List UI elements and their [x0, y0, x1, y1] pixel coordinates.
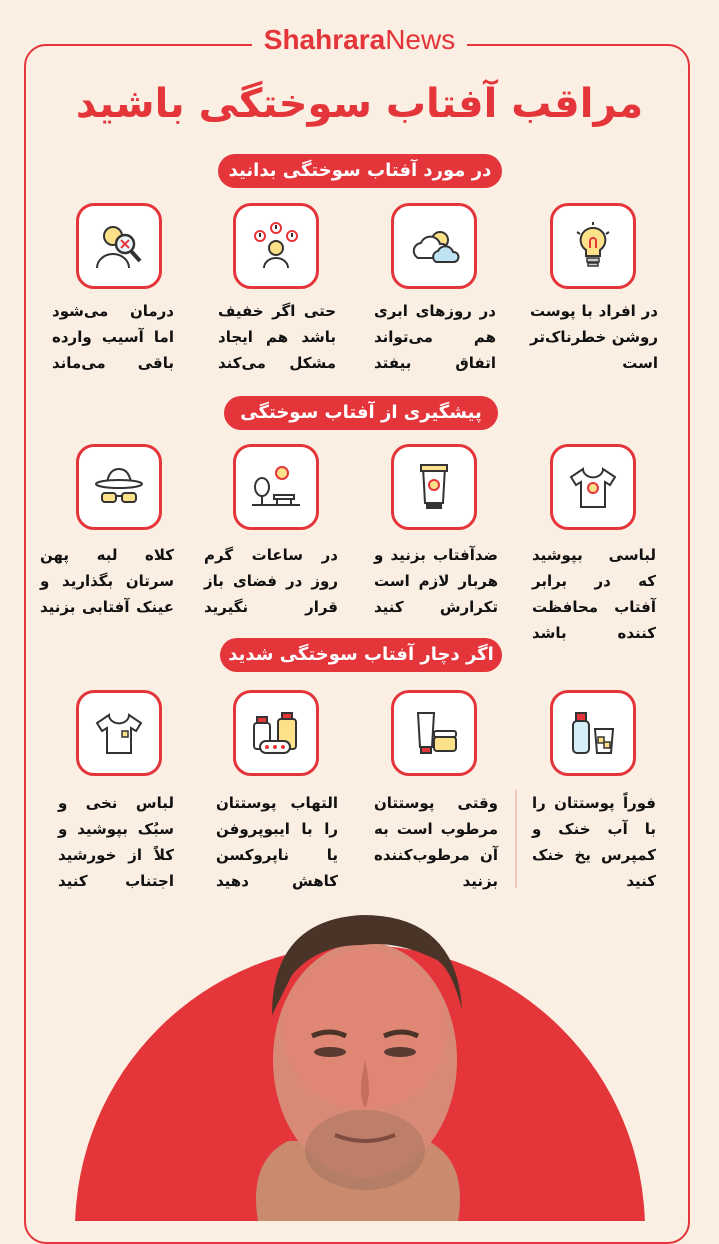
fact-text-1: در افراد با پوست روشن خطرناک‌تر است [530, 302, 658, 372]
treatment-text-4: لباس نخی و سبُک بپوشید و کلاً از خورشید اجتناب کنید [58, 794, 174, 890]
fact-text-4: درمان می‌شود اما آسیب وارده باقی می‌ماند [52, 302, 174, 372]
prevention-text-2: ضدآفتاب بزنید و هربار لازم است تکرارش کنید [374, 546, 498, 616]
brand-name-bold: Shahrara [263, 24, 386, 55]
section-heading-treatment: اگر دچار آفتاب سوختگی شدید [220, 638, 502, 672]
fact-text-2: در روزهای ابری هم می‌تواند اتفاق بیفتد [374, 302, 496, 372]
prevention-text-3: در ساعات گرم روز در فضای باز قرار نگیرید [204, 546, 338, 616]
treatment-text-2: وقتی پوستتان مرطوب است به آن مرطوب‌کننده بزنید [374, 794, 498, 890]
brand-name-light: News [385, 24, 456, 55]
prevention-text-1: لباسی بپوشید که در برابر آفتاب محافظت کننده باشد [532, 546, 656, 642]
page-title: مراقب آفتاب سوختگی باشید [75, 81, 644, 127]
treatment-text-3: التهاب پوستتان را با ایبوپروفن یا ناپروکسن کاهش دهید [216, 794, 338, 890]
fact-text-3: حتی اگر خفیف باشد هم ایجاد مشکل می‌کند [218, 302, 336, 372]
section-heading-prevention: پیشگیری از آفتاب سوختگی [224, 396, 498, 430]
section-heading-about: در مورد آفتاب سوختگی بدانید [218, 154, 502, 188]
prevention-text-4: کلاه لبه پهن سرتان بگذارید و عینک آفتابی بزنید [40, 546, 174, 616]
treatment-text-1: فوراً پوستتان را با آب خنک و کمپرس یخ خنک کنید [532, 794, 656, 890]
